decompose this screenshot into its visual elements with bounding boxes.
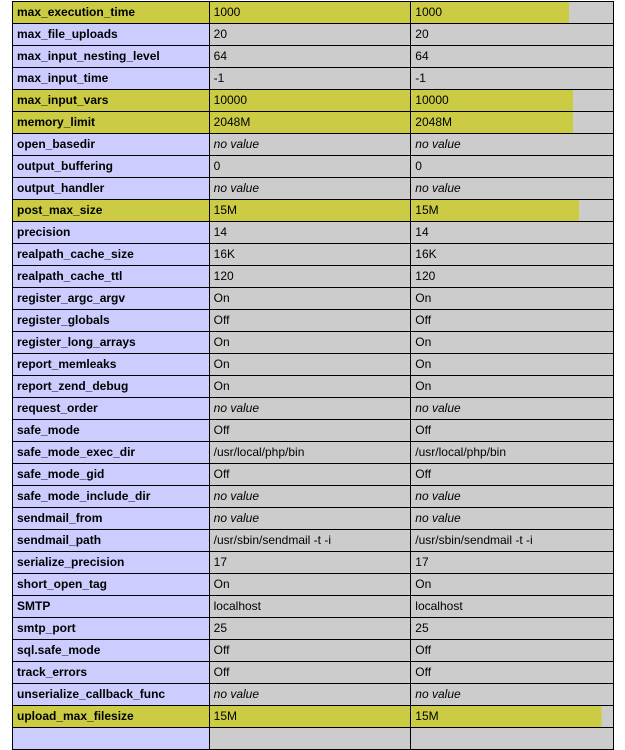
master-value: no value xyxy=(411,684,614,706)
master-value: no value xyxy=(411,134,614,156)
local-value: Off xyxy=(209,464,411,486)
directive-name: open_basedir xyxy=(13,134,210,156)
table-row xyxy=(13,134,614,156)
master-value: 10000 xyxy=(411,90,614,112)
directive-name: safe_mode_gid xyxy=(13,464,210,486)
table-row xyxy=(13,90,614,112)
table-row xyxy=(13,706,614,728)
master-value: Off xyxy=(411,464,614,486)
directive-name: max_input_time xyxy=(13,68,210,90)
table-row xyxy=(13,684,614,706)
local-value: On xyxy=(209,288,411,310)
local-value: 10000 xyxy=(209,90,411,112)
local-value: On xyxy=(209,332,411,354)
master-value: /usr/sbin/sendmail -t -i xyxy=(411,530,614,552)
directive-name: memory_limit xyxy=(13,112,210,134)
local-value: 20 xyxy=(209,24,411,46)
master-value: 15M xyxy=(411,706,614,728)
directive-name: track_errors xyxy=(13,662,210,684)
master-value: On xyxy=(411,332,614,354)
local-value: 15M xyxy=(209,200,411,222)
local-value: 1000 xyxy=(209,2,411,24)
master-value: Off xyxy=(411,640,614,662)
local-value: 120 xyxy=(209,266,411,288)
local-value: On xyxy=(209,354,411,376)
local-value: no value xyxy=(209,486,411,508)
local-value: Off xyxy=(209,662,411,684)
master-value: -1 xyxy=(411,68,614,90)
table-row xyxy=(13,200,614,222)
directive-name: register_globals xyxy=(13,310,210,332)
local-value: On xyxy=(209,574,411,596)
table-row xyxy=(13,46,614,68)
local-value: -1 xyxy=(209,68,411,90)
table-row xyxy=(13,310,614,332)
directive-name: register_long_arrays xyxy=(13,332,210,354)
table-row xyxy=(13,354,614,376)
master-value: 64 xyxy=(411,46,614,68)
local-value: no value xyxy=(209,684,411,706)
table-row xyxy=(13,552,614,574)
table-row xyxy=(13,112,614,134)
directive-name: request_order xyxy=(13,398,210,420)
directive-name: max_input_vars xyxy=(13,90,210,112)
table-row xyxy=(13,662,614,684)
master-value: Off xyxy=(411,662,614,684)
directive-name: short_open_tag xyxy=(13,574,210,596)
table-row xyxy=(13,640,614,662)
directive-name: post_max_size xyxy=(13,200,210,222)
local-value: no value xyxy=(209,398,411,420)
local-value: no value xyxy=(209,508,411,530)
table-row xyxy=(13,156,614,178)
directive-name: safe_mode_include_dir xyxy=(13,486,210,508)
directive-name: SMTP xyxy=(13,596,210,618)
table-row xyxy=(13,574,614,596)
local-value: localhost xyxy=(209,596,411,618)
master-value: 0 xyxy=(411,156,614,178)
table-row xyxy=(13,222,614,244)
table-row xyxy=(13,332,614,354)
master-value: On xyxy=(411,376,614,398)
local-value: 25 xyxy=(209,618,411,640)
directive-name: sendmail_from xyxy=(13,508,210,530)
local-value: 14 xyxy=(209,222,411,244)
directive-name: output_handler xyxy=(13,178,210,200)
master-value: 16K xyxy=(411,244,614,266)
table-row xyxy=(13,596,614,618)
table-row xyxy=(13,398,614,420)
table-row xyxy=(13,486,614,508)
directive-name: sql.safe_mode xyxy=(13,640,210,662)
local-value: 64 xyxy=(209,46,411,68)
local-value: 17 xyxy=(209,552,411,574)
directive-name: max_file_uploads xyxy=(13,24,210,46)
table-row xyxy=(13,376,614,398)
table-row xyxy=(13,266,614,288)
local-value: Off xyxy=(209,420,411,442)
master-value: 14 xyxy=(411,222,614,244)
master-value: localhost xyxy=(411,596,614,618)
master-value: On xyxy=(411,288,614,310)
directive-name: precision xyxy=(13,222,210,244)
master-value: Off xyxy=(411,420,614,442)
directive-name: smtp_port xyxy=(13,618,210,640)
directive-name: safe_mode_exec_dir xyxy=(13,442,210,464)
directive-name: max_input_nesting_level xyxy=(13,46,210,68)
local-value: Off xyxy=(209,310,411,332)
directive-name: register_argc_argv xyxy=(13,288,210,310)
master-value: /usr/local/php/bin xyxy=(411,442,614,464)
php-config-table xyxy=(12,1,614,750)
master-value: 120 xyxy=(411,266,614,288)
master-value: 25 xyxy=(411,618,614,640)
directive-name: report_zend_debug xyxy=(13,376,210,398)
directive-name: unserialize_callback_func xyxy=(13,684,210,706)
local-value: 16K xyxy=(209,244,411,266)
local-value: 15M xyxy=(209,706,411,728)
table-row xyxy=(13,24,614,46)
directive-name: output_buffering xyxy=(13,156,210,178)
directive-name: realpath_cache_ttl xyxy=(13,266,210,288)
table-row xyxy=(13,178,614,200)
master-value: 2048M xyxy=(411,112,614,134)
local-value: /usr/sbin/sendmail -t -i xyxy=(209,530,411,552)
master-value: On xyxy=(411,354,614,376)
master-value: Off xyxy=(411,310,614,332)
table-row xyxy=(13,530,614,552)
table-row xyxy=(13,442,614,464)
local-value: no value xyxy=(209,178,411,200)
table-row xyxy=(13,508,614,530)
directive-name: report_memleaks xyxy=(13,354,210,376)
table-row xyxy=(13,68,614,90)
local-value: no value xyxy=(209,134,411,156)
table-row xyxy=(13,618,614,640)
local-value: /usr/local/php/bin xyxy=(209,442,411,464)
master-value: 17 xyxy=(411,552,614,574)
master-value: 1000 xyxy=(411,2,614,24)
directive-name: max_execution_time xyxy=(13,2,210,24)
directive-name: safe_mode xyxy=(13,420,210,442)
table-row xyxy=(13,244,614,266)
master-value: no value xyxy=(411,486,614,508)
local-value: On xyxy=(209,376,411,398)
directive-name: realpath_cache_size xyxy=(13,244,210,266)
config-table-body xyxy=(13,2,614,750)
local-value: 0 xyxy=(209,156,411,178)
local-value: Off xyxy=(209,640,411,662)
table-row xyxy=(13,420,614,442)
directive-name: sendmail_path xyxy=(13,530,210,552)
directive-name: serialize_precision xyxy=(13,552,210,574)
table-row xyxy=(13,288,614,310)
master-value: On xyxy=(411,574,614,596)
directive-name: upload_max_filesize xyxy=(13,706,210,728)
local-value: 2048M xyxy=(209,112,411,134)
master-value: no value xyxy=(411,178,614,200)
table-row xyxy=(13,464,614,486)
master-value: no value xyxy=(411,508,614,530)
master-value: 15M xyxy=(411,200,614,222)
table-row xyxy=(13,2,614,24)
master-value: 20 xyxy=(411,24,614,46)
master-value: no value xyxy=(411,398,614,420)
